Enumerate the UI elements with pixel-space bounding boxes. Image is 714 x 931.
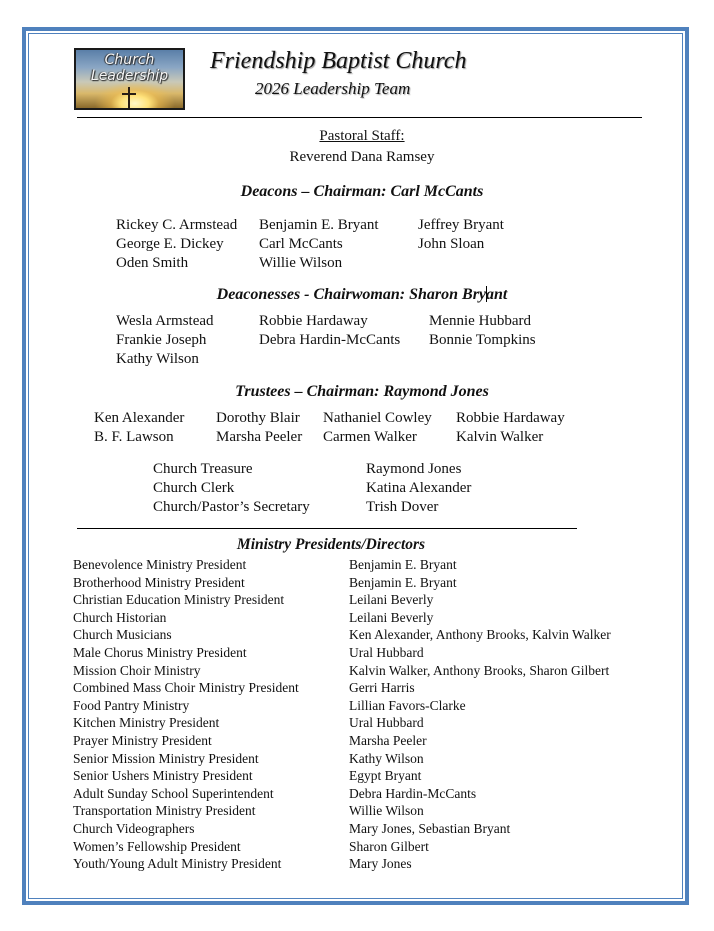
ministry-leader: Benjamin E. Bryant — [349, 574, 457, 590]
officer-roles — [153, 460, 310, 517]
ministry-leader: Mary Jones — [349, 856, 412, 872]
cross-icon-bar — [122, 93, 136, 95]
ministry-names — [349, 556, 611, 873]
deaconess-name: Wesla Armstead — [116, 313, 214, 329]
deaconess-name: Mennie Hubbard — [429, 313, 532, 329]
trustees-column-1 — [94, 409, 184, 447]
logo-text-line2: Leadership — [90, 68, 169, 84]
deaconesses-column-3 — [429, 312, 536, 350]
ministry-leader: Kalvin Walker, Anthony Brooks, Sharon Gilbert — [349, 662, 610, 678]
ministry-role: Mission Choir Ministry — [73, 662, 201, 678]
ministry-role: Kitchen Ministry President — [73, 715, 220, 731]
ministry-role: Christian Education Ministry President — [73, 592, 285, 608]
deaconess-name: Debra Hardin-McCants — [259, 332, 401, 348]
ministry-role: Church Historian — [73, 609, 167, 625]
ministry-role: Youth/Young Adult Ministry President — [73, 856, 282, 872]
ministry-role: Brotherhood Ministry President — [73, 574, 245, 590]
officer-role: Church/Pastor’s Secretary — [153, 499, 310, 515]
trustee-name: Carmen Walker — [323, 429, 417, 445]
ministry-roles — [73, 556, 299, 873]
header-divider — [77, 117, 642, 118]
trustee-name: Nathaniel Cowley — [323, 410, 432, 426]
ministry-role: Prayer Ministry President — [73, 732, 212, 748]
trustee-name: Dorothy Blair — [216, 410, 300, 426]
church-leadership-logo — [74, 48, 185, 110]
trustee-name: Robbie Hardaway — [456, 410, 565, 426]
ministry-role: Senior Mission Ministry President — [73, 750, 259, 766]
trustee-name: Ken Alexander — [94, 410, 185, 426]
deacons-column-2 — [259, 216, 379, 273]
trustees-heading: Trustees – Chairman: Raymond Jones — [235, 383, 489, 400]
ministry-leader: Leilani Beverly — [349, 592, 434, 608]
officer-role: Church Clerk — [153, 480, 235, 496]
trustees-column-4 — [456, 409, 565, 447]
ministry-leader: Benjamin E. Bryant — [349, 557, 457, 572]
ministry-role: Women’s Fellowship President — [73, 838, 241, 854]
trustee-name: Kalvin Walker — [456, 429, 544, 445]
deaconesses-column-2 — [259, 312, 400, 350]
deacon-name: Carl McCants — [259, 236, 343, 252]
deacon-name: Jeffrey Bryant — [418, 217, 504, 233]
section-divider — [77, 528, 577, 529]
ministry-leader: Egypt Bryant — [349, 768, 422, 784]
deacon-name: John Sloan — [418, 236, 485, 252]
ministry-leader: Mary Jones, Sebastian Bryant — [349, 820, 511, 836]
deaconesses-heading — [0, 286, 714, 304]
pastor-name: Reverend Dana Ramsey — [289, 149, 435, 165]
trustees-column-3 — [323, 409, 432, 447]
deaconess-name: Kathy Wilson — [116, 351, 199, 367]
cross-icon — [128, 87, 130, 108]
ministry-heading: Ministry Presidents/Directors — [236, 536, 426, 553]
deaconess-name: Robbie Hardaway — [259, 313, 368, 329]
ministry-role: Food Pantry Ministry — [73, 697, 190, 713]
deaconess-name: Bonnie Tompkins — [429, 332, 536, 348]
deacons-column-3 — [418, 216, 504, 254]
ministry-role: Church Musicians — [73, 627, 172, 643]
ministry-leader: Ural Hubbard — [349, 644, 424, 660]
ministry-leader: Leilani Beverly — [349, 609, 434, 625]
ministry-role: Benevolence Ministry President — [73, 557, 247, 572]
trustee-name: Marsha Peeler — [216, 429, 303, 445]
officer-name: Raymond Jones — [366, 461, 462, 477]
ministry-leader: Gerri Harris — [349, 680, 415, 696]
officer-name: Trish Dover — [366, 499, 439, 515]
deacon-name: Benjamin E. Bryant — [259, 217, 379, 233]
deacon-name: Oden Smith — [116, 255, 189, 271]
ministry-role: Adult Sunday School Superintendent — [73, 785, 274, 801]
ministry-leader: Kathy Wilson — [349, 750, 424, 766]
ministry-role: Transportation Ministry President — [73, 803, 256, 819]
deaconesses-heading-part1: Deaconesses - Chairwoman: Sharon Bry — [216, 286, 487, 303]
deaconesses-column-1 — [116, 312, 214, 369]
deacon-name: Rickey C. Armstead — [116, 217, 238, 233]
ministry-leader: Willie Wilson — [349, 803, 424, 819]
ministry-leader: Ural Hubbard — [349, 715, 424, 731]
ministry-role: Senior Ushers Ministry President — [73, 768, 253, 784]
logo-text-line1: Church — [104, 52, 155, 68]
ministry-leader: Lillian Favors-Clarke — [349, 697, 466, 713]
deacon-name: George E. Dickey — [116, 236, 224, 252]
deacon-name: Willie Wilson — [259, 255, 343, 271]
trustee-name: B. F. Lawson — [94, 429, 174, 445]
document-subtitle: 2026 Leadership Team — [255, 79, 411, 98]
officer-names — [366, 460, 471, 517]
officer-name: Katina Alexander — [366, 480, 472, 496]
deacons-heading: Deacons – Chairman: Carl McCants — [240, 183, 484, 200]
ministry-leader: Marsha Peeler — [349, 732, 427, 748]
deaconess-name: Frankie Joseph — [116, 332, 207, 348]
trustees-column-2 — [216, 409, 302, 447]
ministry-role: Male Chorus Ministry President — [73, 644, 247, 660]
ministry-role: Combined Mass Choir Ministry President — [73, 680, 299, 696]
deacons-column-1 — [116, 216, 237, 273]
deaconesses-heading-part2: ant — [486, 286, 508, 303]
ministry-leader: Sharon Gilbert — [349, 838, 429, 854]
pastoral-staff-heading: Pastoral Staff: — [319, 128, 405, 144]
church-title: Friendship Baptist Church — [210, 48, 467, 74]
officer-role: Church Treasure — [153, 461, 253, 477]
ministry-role: Church Videographers — [73, 820, 195, 836]
ministry-leader: Ken Alexander, Anthony Brooks, Kalvin Walker — [349, 627, 611, 643]
ministry-leader: Debra Hardin-McCants — [349, 785, 477, 801]
